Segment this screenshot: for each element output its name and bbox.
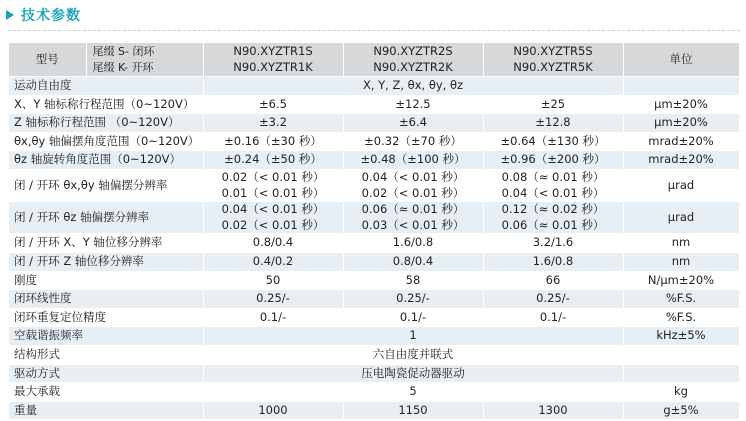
value-cell bbox=[343, 169, 483, 201]
closed-loop-value: 0.04（< 0.01 秒） bbox=[221, 202, 325, 217]
table-row bbox=[9, 114, 739, 133]
section-title: 技术参数 bbox=[21, 8, 81, 24]
table-row bbox=[9, 308, 739, 327]
open-loop-value: 0.04（< 0.01 秒） bbox=[501, 185, 605, 200]
value-cell: 1300 bbox=[483, 401, 623, 420]
value-cell: ±6.5 bbox=[203, 95, 343, 114]
table-row bbox=[9, 169, 739, 201]
table-row bbox=[9, 271, 739, 290]
value-cell: 58 bbox=[343, 271, 483, 290]
value-cell: 50 bbox=[203, 271, 343, 290]
suffix-header bbox=[86, 43, 203, 77]
closed-loop-value: 0.12（≈ 0.02 秒） bbox=[501, 202, 605, 217]
param-label: 闭 / 开环 X、Y 轴位移分辨率 bbox=[9, 234, 203, 253]
table-row bbox=[9, 401, 739, 420]
value-cell: ±0.48（±100 秒） bbox=[343, 151, 483, 170]
model-code: N90.XYZTR1S bbox=[233, 43, 313, 58]
value-cell: ±0.64（±130 秒） bbox=[483, 132, 623, 151]
model-code: N90.XYZTR2K bbox=[373, 59, 453, 74]
table-row bbox=[9, 95, 739, 114]
open-loop-value: 0.02（< 0.01 秒） bbox=[361, 185, 465, 200]
unit-cell bbox=[623, 345, 739, 364]
value-cell: ±0.32（±70 秒） bbox=[343, 132, 483, 151]
value-cell: ±0.24（±50 秒） bbox=[203, 151, 343, 170]
value-cell: 0.4/0.2 bbox=[203, 252, 343, 271]
unit-cell: μm±20% bbox=[623, 114, 739, 133]
param-label: 结构形式 bbox=[9, 345, 203, 364]
param-label: 驱动方式 bbox=[9, 364, 203, 383]
unit-cell: N/μm±20% bbox=[623, 271, 739, 290]
param-label: 闭 / 开环 Z 轴位移分辨率 bbox=[9, 252, 203, 271]
value-cell: 66 bbox=[483, 271, 623, 290]
table-row bbox=[9, 234, 739, 253]
header-divider bbox=[8, 30, 740, 31]
value-cell: 3.2/1.6 bbox=[483, 234, 623, 253]
param-label: 闭 / 开环 θz 轴偏摆分辨率 bbox=[9, 202, 203, 234]
table-row bbox=[9, 151, 739, 170]
unit-cell: nm bbox=[623, 234, 739, 253]
spanned-value: 5 bbox=[203, 383, 623, 402]
param-label: 重量 bbox=[9, 401, 203, 420]
value-cell bbox=[203, 202, 343, 234]
value-cell: 1150 bbox=[343, 401, 483, 420]
param-label: 最大承载 bbox=[9, 383, 203, 402]
table-row bbox=[9, 345, 739, 364]
value-cell: 0.25/- bbox=[343, 290, 483, 309]
param-label: θz 轴旋转角度范围（0~120V） bbox=[9, 151, 203, 170]
param-label: 刚度 bbox=[9, 271, 203, 290]
unit-header: 单位 bbox=[623, 43, 739, 77]
spec-table bbox=[9, 43, 740, 420]
open-loop-value: 0.01（< 0.01 秒） bbox=[221, 185, 325, 200]
section-header bbox=[6, 3, 81, 27]
model-code: N90.XYZTR5K bbox=[513, 59, 593, 74]
spanned-value: 1 bbox=[203, 327, 623, 346]
unit-cell: μrad bbox=[623, 169, 739, 201]
param-label: 闭环线性度 bbox=[9, 290, 203, 309]
value-cell bbox=[483, 202, 623, 234]
model-code: N90.XYZTR5S bbox=[513, 43, 593, 58]
unit-cell: nm bbox=[623, 252, 739, 271]
spanned-value: 六自由度并联式 bbox=[203, 345, 623, 364]
value-cell bbox=[203, 169, 343, 201]
unit-cell: %F.S. bbox=[623, 290, 739, 309]
param-label: X、Y 轴标称行程范围（0~120V） bbox=[9, 95, 203, 114]
table-header-row bbox=[9, 43, 739, 77]
table-row bbox=[9, 290, 739, 309]
value-cell: 0.1/- bbox=[203, 308, 343, 327]
open-loop-value: 0.02（< 0.01 秒） bbox=[221, 217, 325, 232]
model-column-header bbox=[343, 43, 483, 77]
value-cell: 0.1/- bbox=[483, 308, 623, 327]
open-loop-value: 0.03（< 0.01 秒） bbox=[361, 217, 465, 232]
param-label: Z 轴标称行程范围 （0~120V） bbox=[9, 114, 203, 133]
spanned-value: 压电陶瓷促动器驱动 bbox=[203, 364, 623, 383]
value-cell bbox=[483, 169, 623, 201]
value-cell: ±0.16（±30 秒） bbox=[203, 132, 343, 151]
value-cell bbox=[343, 202, 483, 234]
table-row bbox=[9, 252, 739, 271]
param-label: 闭环重复定位精度 bbox=[9, 308, 203, 327]
value-cell: 0.25/- bbox=[483, 290, 623, 309]
value-cell: 1.6/0.8 bbox=[483, 252, 623, 271]
table-row bbox=[9, 77, 739, 96]
table-row bbox=[9, 327, 739, 346]
model-column-header bbox=[203, 43, 343, 77]
closed-loop-value: 0.02（< 0.01 秒） bbox=[221, 169, 325, 184]
unit-cell: %F.S. bbox=[623, 308, 739, 327]
table-row bbox=[9, 132, 739, 151]
value-cell: 1000 bbox=[203, 401, 343, 420]
value-cell: 0.25/- bbox=[203, 290, 343, 309]
unit-cell: kg bbox=[623, 383, 739, 402]
param-label: 运动自由度 bbox=[9, 77, 203, 96]
table-row bbox=[9, 202, 739, 234]
table-row bbox=[9, 383, 739, 402]
closed-loop-value: 0.06（≈ 0.01 秒） bbox=[361, 202, 465, 217]
value-cell: ±3.2 bbox=[203, 114, 343, 133]
suffix-line: 尾缀 S- 闭环 bbox=[92, 44, 155, 58]
unit-cell: g±5% bbox=[623, 401, 739, 420]
unit-cell: μm±20% bbox=[623, 95, 739, 114]
value-cell: ±0.96（±200 秒） bbox=[483, 151, 623, 170]
unit-cell: mrad±20% bbox=[623, 132, 739, 151]
spec-table-body bbox=[9, 77, 739, 420]
value-cell: ±6.4 bbox=[343, 114, 483, 133]
model-column-header bbox=[483, 43, 623, 77]
spanned-value: X, Y, Z, θx, θy, θz bbox=[203, 77, 623, 96]
param-label: 闭 / 开环 θx,θy 轴偏摆分辨率 bbox=[9, 169, 203, 201]
unit-cell bbox=[623, 364, 739, 383]
closed-loop-value: 0.04（< 0.01 秒） bbox=[361, 169, 465, 184]
unit-cell: μrad bbox=[623, 202, 739, 234]
param-label: 空载谐振频率 bbox=[9, 327, 203, 346]
value-cell: 0.8/0.4 bbox=[343, 252, 483, 271]
value-cell: 1.6/0.8 bbox=[343, 234, 483, 253]
value-cell: ±12.5 bbox=[343, 95, 483, 114]
unit-cell bbox=[623, 77, 739, 96]
open-loop-value: 0.06（≈ 0.01 秒） bbox=[501, 217, 605, 232]
suffix-line: 尾缀 K- 开环 bbox=[92, 60, 154, 74]
closed-loop-value: 0.08（≈ 0.01 秒） bbox=[501, 169, 605, 184]
unit-cell: kHz±5% bbox=[623, 327, 739, 346]
unit-cell: mrad±20% bbox=[623, 151, 739, 170]
model-code: N90.XYZTR1K bbox=[233, 59, 313, 74]
value-cell: ±25 bbox=[483, 95, 623, 114]
model-header: 型号 bbox=[9, 43, 86, 77]
value-cell: 0.8/0.4 bbox=[203, 234, 343, 253]
model-code: N90.XYZTR2S bbox=[373, 43, 453, 58]
param-label: θx,θy 轴偏摆角度范围（0~120V） bbox=[9, 132, 203, 151]
value-cell: ±12.8 bbox=[483, 114, 623, 133]
table-row bbox=[9, 364, 739, 383]
value-cell: 0.1/- bbox=[343, 308, 483, 327]
triangle-bullet-icon bbox=[6, 10, 14, 20]
